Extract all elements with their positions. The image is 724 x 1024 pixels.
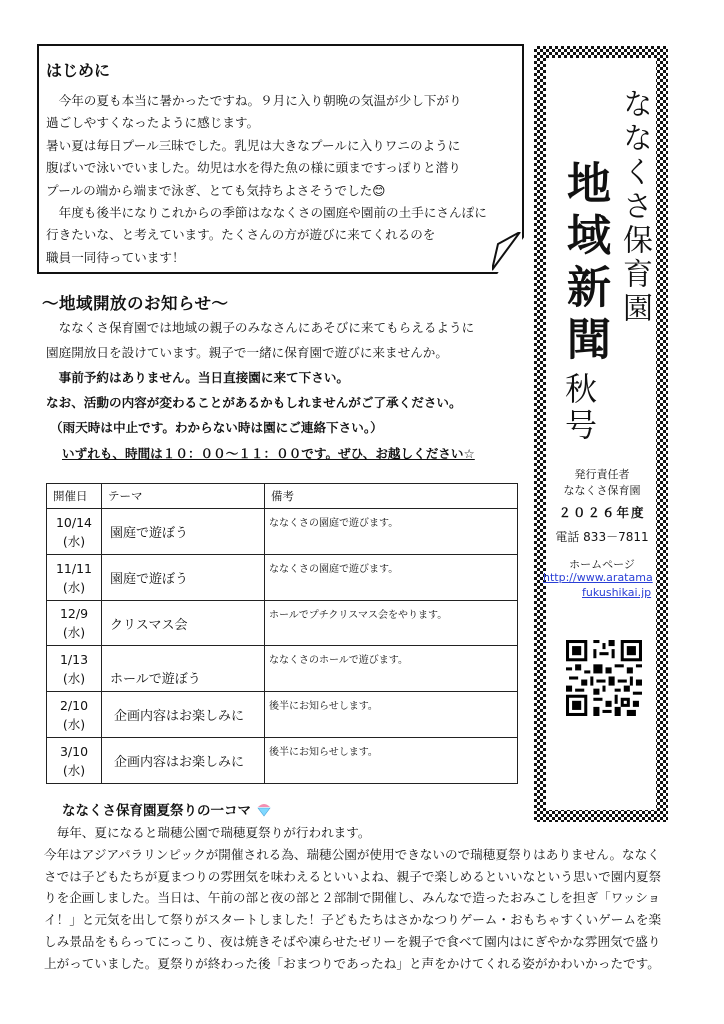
- homepage-link[interactable]: http://www.aratama: [543, 571, 653, 584]
- weekday: (水): [62, 716, 86, 732]
- note-cell: ななくさの園庭で遊びます。: [265, 509, 518, 555]
- fiscal-year: ２０２６年度: [558, 505, 646, 520]
- phone: 電話 833－7811: [555, 530, 649, 544]
- open-day-line: 園庭開放日を設けています。親子で一緒に保育園で遊びに来ませんか。: [46, 345, 448, 360]
- theme-cell: 企画内容はお楽しみに: [102, 738, 265, 784]
- publisher: ななくさ保育園: [563, 484, 641, 497]
- open-day-title: ～地域開放のお知らせ～: [42, 294, 229, 313]
- intro-title: はじめに: [46, 61, 111, 80]
- note-cell: ななくさのホールで遊びます。: [265, 646, 518, 692]
- table-row: [47, 555, 518, 601]
- note-cell: ななくさの園庭で遊びます。: [265, 555, 518, 601]
- date: 1/13: [59, 651, 89, 667]
- theme-cell: 園庭で遊ぼう: [102, 555, 265, 601]
- table-row: [47, 646, 518, 692]
- nursery-name: ななくさ保育園: [617, 88, 652, 326]
- theme-cell: 企画内容はお楽しみに: [102, 692, 265, 738]
- table-row: [47, 692, 518, 738]
- date-cell: [47, 738, 102, 784]
- newsletter-title: 地域新聞: [559, 160, 610, 368]
- theme-cell: 園庭で遊ぼう: [102, 509, 265, 555]
- open-day-time: いずれも、時間は１０：００～１１：００です。ぜひ、お越しください☆: [62, 446, 475, 461]
- theme-cell: ホールで遊ぼう: [102, 646, 265, 692]
- open-day-line: （雨天時は中止です。わからない時は園にご連絡下さい。）: [50, 420, 383, 435]
- festival-title-text: ななくさ保育園夏祭りの一コマ: [62, 803, 251, 819]
- note-cell: 後半にお知らせします。: [265, 692, 518, 738]
- open-day-line: ななくさ保育園では地域の親子のみなさんにあそびに来てもらえるように: [46, 320, 475, 335]
- date: 2/10: [59, 697, 89, 713]
- weekday: (水): [62, 670, 86, 686]
- open-day-line: 事前予約はありません。当日直接園に来て下さい。: [46, 370, 350, 385]
- weekday: (水): [62, 762, 86, 778]
- header-date: 開催日: [47, 484, 102, 509]
- date-cell: [47, 509, 102, 555]
- homepage-link-cont[interactable]: fukushikai.jp: [582, 586, 652, 599]
- qr-code-icon[interactable]: [566, 640, 642, 716]
- festival-title: [62, 799, 272, 819]
- date: 10/14: [55, 514, 93, 530]
- date: 3/10: [59, 743, 89, 759]
- schedule-table: [46, 483, 518, 784]
- date: 12/9: [59, 606, 89, 621]
- issue-label: 秋号: [560, 372, 598, 444]
- note-cell: 後半にお知らせします。: [265, 738, 518, 784]
- theme-cell: クリスマス会: [102, 601, 265, 646]
- table-row: [47, 509, 518, 555]
- weekday: (水): [62, 579, 86, 595]
- table-row: [47, 601, 518, 646]
- festival-body: 毎年、夏になると瑞穂公園で瑞穂夏祭りが行われます。 今年はアジアパラリンピックが開催される為、瑞穂公園が使用できないので瑞穂夏祭りはありません。ななく さでは子どもたちが夏まつりの雰囲気を味わえるといいよね、親子で楽しめるといいなという思いで園内夏祭 りを企画しました。当日は、午前の部と夜の部と２部制で開催し、みんなで造ったおみこしを担ぎ「ワッショ イ！」と元気を出して祭りがスタートしました！子どもたちはさかなつりゲーム・おもちゃすくいゲームを楽 しみ景品をもらってにっこり、夜は焼きそばや凍らせたゼリーを親子で食べて園内はにぎやかな雰囲気で盛り 上がっていました。夏祭りが終わった後「おまつりであったね」と声をかけてくれる姿がかわいかったです。: [44, 825, 662, 971]
- header-theme: テーマ: [102, 484, 265, 509]
- date-cell: [47, 692, 102, 738]
- table-row: [47, 738, 518, 784]
- header-note: 備考: [265, 484, 518, 509]
- intro-body: 今年の夏も本当に暑かったですね。９月に入り朝晩の気温が少し下がり 過ごしやすくなったように感じます。 暑い夏は毎日プール三昧でした。乳児は大きなプールに入りワニのように 腹ばいで泳いでいました。幼児は水を得た魚の様に頭まですっぽりと潜り プールの端から端まで泳ぎ、とても気持ちよさそうでした😊 年度も後半になりこれからの季節はななくさの園庭や園前の土手にさんぽに 行きたいな、と考えています。たくさんの方が遊びに来てくれるのを 職員一同待っています！: [46, 93, 487, 265]
- shaved-ice-icon: [256, 801, 272, 817]
- date-cell: [47, 555, 102, 601]
- date: 11/11: [55, 560, 93, 576]
- publisher-label: 発行責任者: [574, 468, 630, 481]
- date-cell: [47, 601, 102, 646]
- open-day-line: なお、活動の内容が変わることがあるかもしれませんがご了承ください。: [46, 395, 462, 410]
- date-cell: [47, 646, 102, 692]
- weekday: (水): [62, 533, 86, 549]
- homepage-label: ホームページ: [569, 558, 635, 571]
- weekday: (水): [62, 625, 86, 640]
- note-cell: ホールでプチクリスマス会をやります。: [265, 601, 518, 646]
